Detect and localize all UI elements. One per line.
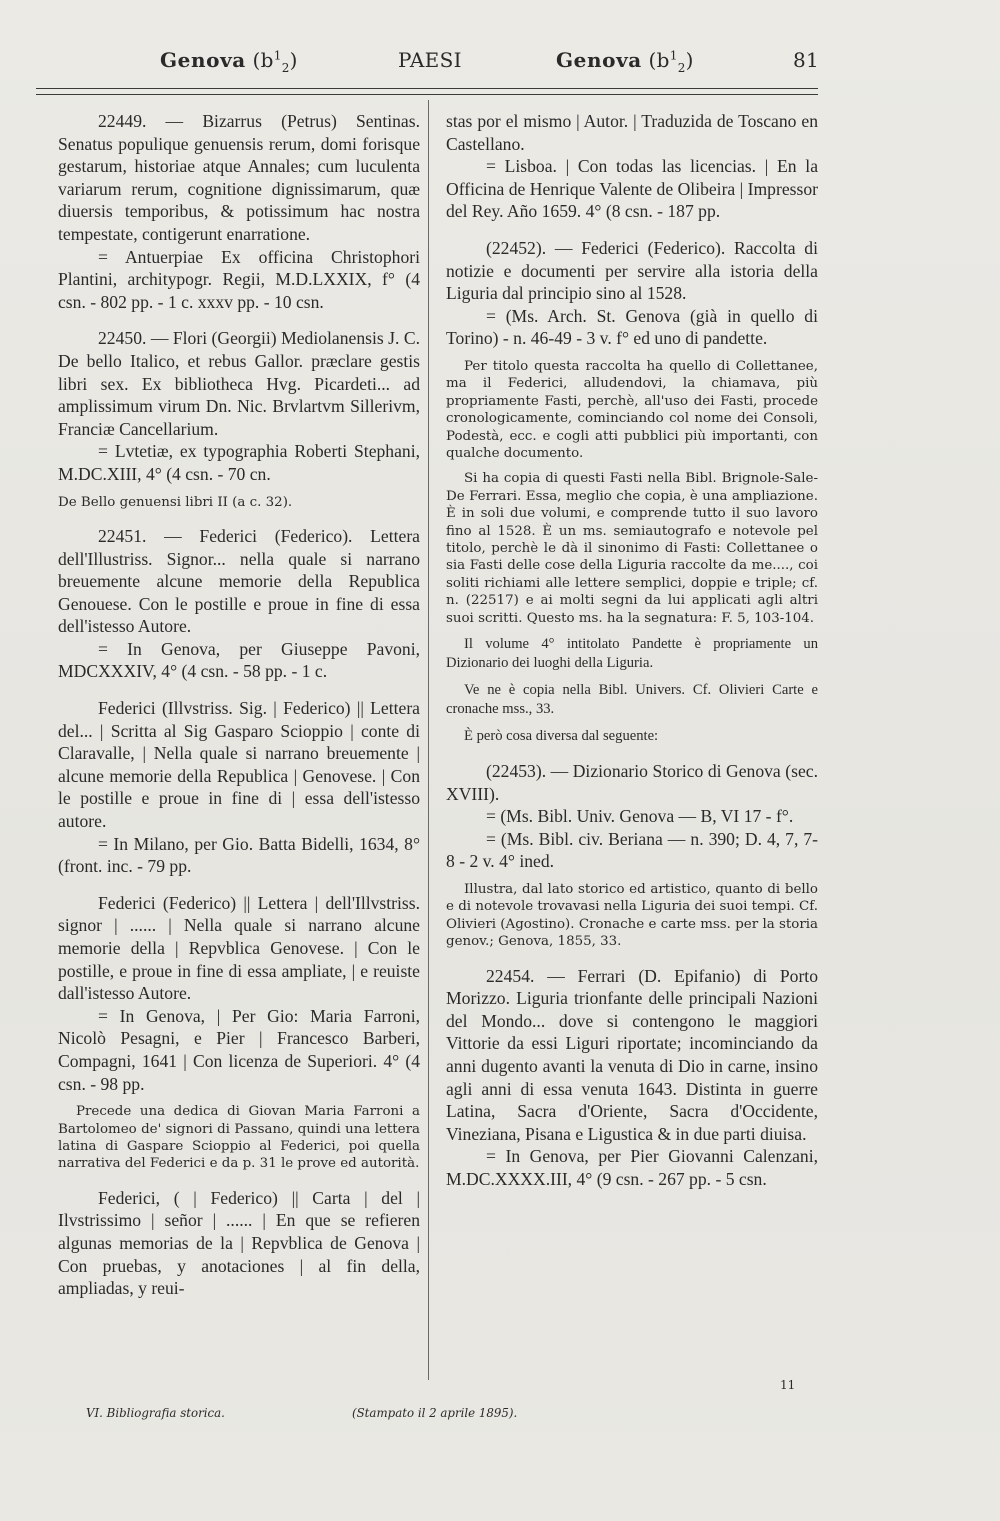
entry-paragraph: = Lvtetiæ, ex typographia Roberti Stephani, M.DC.XIII, 4° (4 csn. - 70 cn.	[58, 441, 420, 484]
entry-paragraph: 22450. — Flori (Georgii) Mediolanensis J. C. De bello Italico, et rebus Gallor. præclare gestis libri sex. Ex bibliotheca Hvg. Picardeti... ad amplissimum virum Dn. Nic. Brvlartvm Sillerivm, Franciæ Cancellarium.	[58, 328, 420, 439]
footer-left: VI. Bibliografia storica.	[86, 1406, 225, 1420]
entry-paragraph: 22449. — Bizarrus (Petrus) Sentinas. Senatus populique genuensis rerum, domi forisque gestarum, historiae atque Annales; cum luculenta variarum rerum, cognitione dignissimarum, quæ diuersis temporibus, & potissimum hac nostra tempestate, contigerunt enarratione.	[58, 111, 420, 244]
entry-paragraph: = (Ms. Arch. St. Genova (già in quello di Torino) - n. 46-49 - 3 v. f° ed uno di pandette.	[446, 305, 818, 349]
entry-paragraph: (22452). — Federici (Federico). Raccolta di notizie e documenti per servire alla istoria della Liguria dal principio sino al 1528.	[446, 237, 818, 304]
header-right	[556, 48, 694, 75]
footer-center: (Stampato il 2 aprile 1895).	[352, 1406, 518, 1420]
entry-paragraph: Il volume 4° intitolato Pandette è propriamente un Dizionario dei luoghi della Liguria.	[446, 636, 818, 672]
header-left-sup: 1	[273, 48, 282, 63]
header-center: PAESI	[398, 48, 462, 72]
header-right-sub: 2	[677, 61, 686, 75]
entry-paragraph: 22454. — Ferrari (D. Epifanio) di Porto Morizzo. Liguria trionfante delle principali Nazioni del Mondo... dove si contengono le maggiori Vittorie da essi Liguri riportate; incominciando da anni dugento avanti la venuta di Dio in carne, insino agli anni di essa venuta 1643. Distinta in guerre Latina, Sacra d'Oriente, Sacra d'Occidente, Vineziana, Pisana e Ligustica & in due parti diuisa.	[446, 965, 818, 1144]
header-left-sub: 2	[281, 61, 290, 75]
entry-paragraph: Si ha copia di questi Fasti nella Bibl. Brignole-Sale-De Ferrari. Essa, meglio che copia, è una ampliazione. È in soli due volumi, e comprende tutto il suo lavoro fino al 1528. È un ms. semiautografo e notevole pel titolo, perchè le dà il sinonimo di Fasti: Collettanee o sia Fasti delle cose della Liguria raccolte da me...., coi soliti richiami alle lettere semplici, doppie e triple; cf. n. (22517) e ai molti segni da lui applicati agli altri suoi scritti. Questo ms. ha la segnatura: F. 5, 103-104.	[446, 471, 818, 626]
entry-paragraph: 22451. — Federici (Federico). Lettera dell'Illustriss. Signor... nella quale si narrano breuemente alcune memorie della Republica Genouese. Con le postille e proue in fine di essa dell'istesso Autore.	[58, 525, 420, 637]
header-left-suffix: (b	[252, 48, 274, 72]
signature-mark: 11	[780, 1378, 796, 1392]
header-right-suffix: (b	[648, 48, 670, 72]
entry-paragraph: Federici (Illvstriss. Sig. | Federico) || Lettera del... | Scritta al Sig Gasparo Scioppio | conte di Claravalle, | Nella quale si narrano breuemente | alcune memorie della Republica | Genovese. | Con le postille e proue in fine di | essa dell'istesso autore.	[58, 698, 420, 832]
entry-paragraph: = Lisboa. | Con todas las licencias. | En la Officina de Henrique Valente de Olibeira | Impressor del Rey. Año 1659. 4° (8 csn. - 187 pp.	[446, 156, 818, 222]
column-divider	[428, 100, 429, 1380]
entry-paragraph: = In Genova, per Pier Giovanni Calenzani, M.DC.XXXX.III, 4° (9 csn. - 267 pp. - 5 csn.	[446, 1146, 818, 1189]
entry-paragraph: De Bello genuensi libri II (a c. 32).	[58, 494, 293, 510]
entry-paragraph: Per titolo questa raccolta ha quello di Collettanee, ma il Federici, alludendovi, la chiamava, più propriamente Fasti, perchè, all'uso dei Fasti, procede cronologicamente, cominciando col nome dei Consoli, Podestà, ecc. e cogli atti pubblici più importanti, con qualche documento.	[446, 358, 818, 461]
left-column	[58, 110, 420, 1300]
header-rule	[36, 88, 818, 89]
header-right-sup: 1	[669, 48, 678, 63]
entry-paragraph: Federici (Federico) || Lettera | dell'Illvstriss. signor | ...... | Nella quale si narrano alcune memorie della | Repvblica Genovese. | Con le postille, e proue in fine di essa ampliate, | e reuiste dall'istesso Autore.	[58, 892, 420, 1004]
page-number: 81	[793, 48, 820, 72]
entry-paragraph: È però cosa diversa dal seguente:	[464, 728, 659, 745]
entry-paragraph: = Antuerpiae Ex officina Christophori Plantini, architypogr. Regii, M.D.LXXIX, f° (4 csn. - 802 pp. - 1 c. xxxv pp. - 10 csn.	[58, 246, 420, 312]
right-column	[446, 110, 818, 1191]
header-left-city: Genova	[160, 48, 246, 72]
header-right-city: Genova	[556, 48, 642, 72]
entry-paragraph: (22453). — Dizionario Storico di Genova (sec. XVIII).	[446, 761, 818, 804]
header-left-close: )	[289, 48, 298, 72]
entry-paragraph: = (Ms. Bibl. civ. Beriana — n. 390; D. 4, 7, 7-8 - 2 v. 4° ined.	[446, 828, 818, 872]
entry-paragraph: = In Genova, per Giuseppe Pavoni, MDCXXXIV, 4° (4 csn. - 58 pp. - 1 c.	[58, 638, 420, 682]
entry-paragraph: = In Milano, per Gio. Batta Bidelli, 1634, 8° (front. inc. - 79 pp.	[58, 833, 420, 877]
entry-paragraph: Federici, ( | Federico) || Carta | del | Ilvstrissimo | señor | ...... | En que se refieren algunas memorias de la | Repvblica de Genova | Con pruebas, y anotaciones | al fin della, ampliadas, y reui-	[58, 1187, 420, 1299]
header-right-close: )	[685, 48, 694, 72]
entry-paragraph: stas por el mismo | Autor. | Traduzida de Toscano en Castellano.	[446, 111, 818, 154]
header-rule-thin	[36, 94, 818, 95]
entry-paragraph: = (Ms. Bibl. Univ. Genova — B, VI 17 - f°.	[486, 806, 794, 827]
header-left	[160, 48, 298, 75]
entry-paragraph: Precede una dedica di Giovan Maria Farroni a Bartolomeo de' signori di Passano, quindi una lettera latina di Gaspare Scioppio al Federici, poi quella narrativa del Federici e da p. 31 le prove ed autorità.	[58, 1104, 420, 1172]
entry-paragraph: = In Genova, | Per Gio: Maria Farroni, Nicolò Pesagni, e Pier | Francesco Barberi, Compagni, 1641 | Con licenza de Superiori. 4° (4 csn. - 98 pp.	[58, 1005, 420, 1094]
entry-paragraph: Illustra, dal lato storico ed artistico, quanto di bello e di notevole trovavasi nella Liguria dei suoi tempi. Cf. Olivieri (Agostino). Cronache e carte mss. per la storia genov.; Genova, 1855, 33.	[446, 882, 818, 950]
entry-paragraph: Ve ne è copia nella Bibl. Univers. Cf. Olivieri Carte e cronache mss., 33.	[446, 682, 818, 718]
